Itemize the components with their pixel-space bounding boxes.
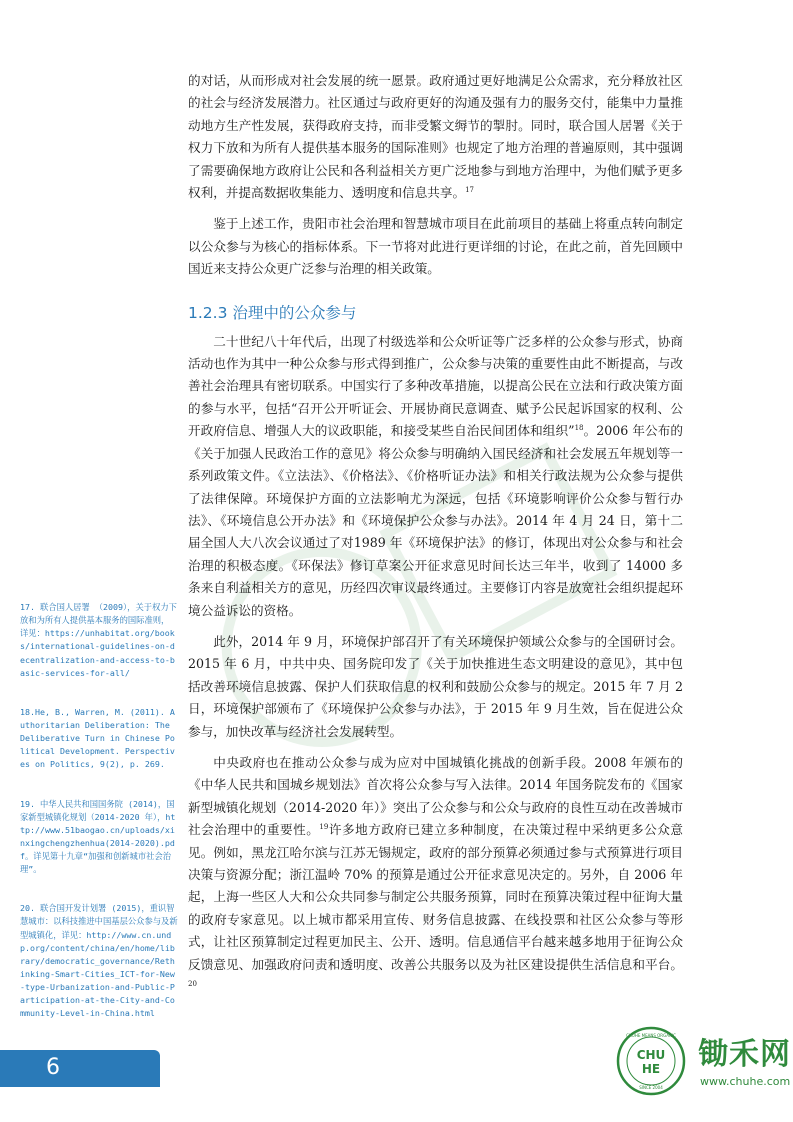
paragraph-2: 鉴于上述工作，贵阳市社会治理和智慧城市项目在此前项目的基础上将重点转向制定以公众参与为核心的指标体系。下一节将对此进行更详细的讨论，在此之前，首先回顾中国近来支持公众更广泛参与治理的相关政策。 (188, 216, 683, 277)
footnote-ref-19[interactable]: 19 (319, 823, 329, 831)
svg-text:SINCE 2004: SINCE 2004 (639, 1085, 663, 1090)
page-number-tab (0, 1050, 160, 1087)
svg-text:HE: HE (641, 1062, 661, 1076)
footnote-ref-20[interactable]: 20 (188, 979, 197, 988)
footnote-ref-17[interactable]: 17 (465, 185, 474, 194)
chuhe-logo-icon (616, 1026, 686, 1096)
footnote-20: 20. 联合国开发计划署 (2015)，重识智慧城市：以科技推进中国基层公众参与及新型城镇化，详见：http://www.cn.undp.org/content/china/en/home/library/democratic_governance/Rethinking-Smart-Cities_ICT-for-New-type-Urbanization-and-Public-Participation-at-the-City-and-Community-Level-in-China.html (20, 903, 178, 1019)
page-number: 6 (46, 1055, 60, 1080)
footnote-17: 17. 联合国人居署 （2009），关于权力下放和为所有人提供基本服务的国际准则， 详见：https://unhabitat.org/books/international-guidelines-on-decentralization-and-access-to-basic-services-for-all/ (20, 602, 177, 678)
main-body-text (188, 70, 683, 998)
paragraph-3: 二十世纪八十年代后，出现了村级选举和公众听证等广泛多样的公众参与形式，协商活动也作为其中一种公众参与形式得到推广，公众参与决策的重要性由此不断提高，与改善社会治理具有密切联系。中国实行了多种改革措施，以提高公民在立法和行政决策方面的参与水平，包括“召开公开听证会、开展协商民意调查、赋予公民起诉国家的权利、公开政府信息、增强人大的议政职能，和接受某些自治民间团体和组织”$^{18}$。2006 年公布的《关于加强人民政治工作的意见》将公众参与明确纳入国民经济和社会发展五年规划等一系列政策文件。《立法法》、《价格法》、《价格听证办法》和相关行政法规为公众参与提供了法律保障。环境保护方面的立法影响尤为深远，包括《环境影响评价公众参与暂行办法》、《环境信息公开办法》和《环境保护公众参与办法》。2014 年 4 月 24 日，第十二届全国人大八次会议通过了对1989 年《环境保护法》的修订，体现出对公众参与和社会治理的积极态度。《环保法》修订草案公开征求意见时间长达三年半，收到了 14000 多条来自利益相关方的意见，历经四次审议最终通过。主要修订内容是放宽社会组织提起环境公益诉讼的资格。 (188, 333, 683, 618)
section-heading: 1.2.3 治理中的公众参与 (188, 303, 357, 322)
footnote-19: 19. 中华人民共和国国务院 (2014)，国家新型城镇化规划（2014-2020 年），http://www.51baogao.cn/uploads/xinxingchengzhenhua(2014-2020).pdf。详见第十九章“加强和创新城市社会治理”。 (20, 798, 176, 875)
footnote-ref-18[interactable]: 18 (574, 424, 584, 433)
paragraph-1: 的对话，从而形成对社会发展的统一愿景。政府通过更好地满足公众需求，充分释放社区的社会与经济发展潜力。社区通过与政府更好的沟通及强有力的服务交付，能集中力量推动地方生产性发展，获得政府支持，而非受繁文缛节的掣肘。同时，联合国人居署《关于权力下放和为所有人提供基本服务的国际准则》也规定了地方治理的普遍原则，其中强调了需要确保地方政府让公民和各利益相关方更广泛地参与到地方治理中，为他们赋予更多权利，并提高数据收集能力、透明度和信息共享。$^{17}$ (188, 73, 683, 201)
footnote-18: 18.He, B., Warren, M. (2011). Authoritarian Deliberation: The Deliberative Turn in Chinese Political Development. Perspectives on Politics, 9(2), p. 269. (20, 706, 175, 770)
svg-text:CHU: CHU (636, 1048, 666, 1062)
paragraph-5: 中央政府也在推动公众参与成为应对中国城镇化挑战的创新手段。2008 年颁布的《中华人民共和国城乡规划法》首次将公众参与写入法律。2014 年国务院发布的《国家新型城镇化规划（2014-2020 年）》突出了公众参与和公众与政府的良性互动在改善城市社会治理中的重要性。$^{19}$许多地方政府已建立多种制度，在决策过程中采纳更多公众意见。例如，黑龙江哈尔滨与江苏无锡规定，政府的部分预算必须通过参与式预算进行项目决策与资源分配；浙江温岭 70% 的预算是通过公开征求意见决定的。另外，自 2006 年起，上海一些区人大和公众共同参与制定公共服务预算，同时在预算决策过程中征询大量的政府专家意见。以上城市都采用宣传、财务信息披露、在线投票和社区公众参与等形式，让社区预算制定过程更加民主、公开、透明。信息通信平台越来越多地用于征询公众反馈意见、加强政府问责和透明度、改善公共服务以及为社区建设提供生活信息和平台。$^{20}$ (188, 754, 684, 988)
paragraph-4: 此外，2014 年 9 月，环境保护部召开了有关环境保护领域公众参与的全国研讨会。2015 年 6 月，中共中央、国务院印发了《关于加快推进生态文明建设的意见》，其中包括改善环境信息披露、保护人们获取信息的权利和鼓励公众参与的规定。2015 年 7 月 2 日，环境保护部颁布了《环境保护公众参与办法》，于 2015 年 9 月生效，旨在促进公众参与，加快改革与经济社会发展转型。 (188, 633, 683, 739)
svg-text:CHUHE MEANS ORGANIC: CHUHE MEANS ORGANIC (626, 1033, 676, 1038)
logo-url[interactable]: www.chuhe.com (700, 1075, 791, 1088)
sidebar-footnotes (20, 575, 178, 1033)
logo-chinese-name: 锄禾网 (698, 1037, 791, 1072)
